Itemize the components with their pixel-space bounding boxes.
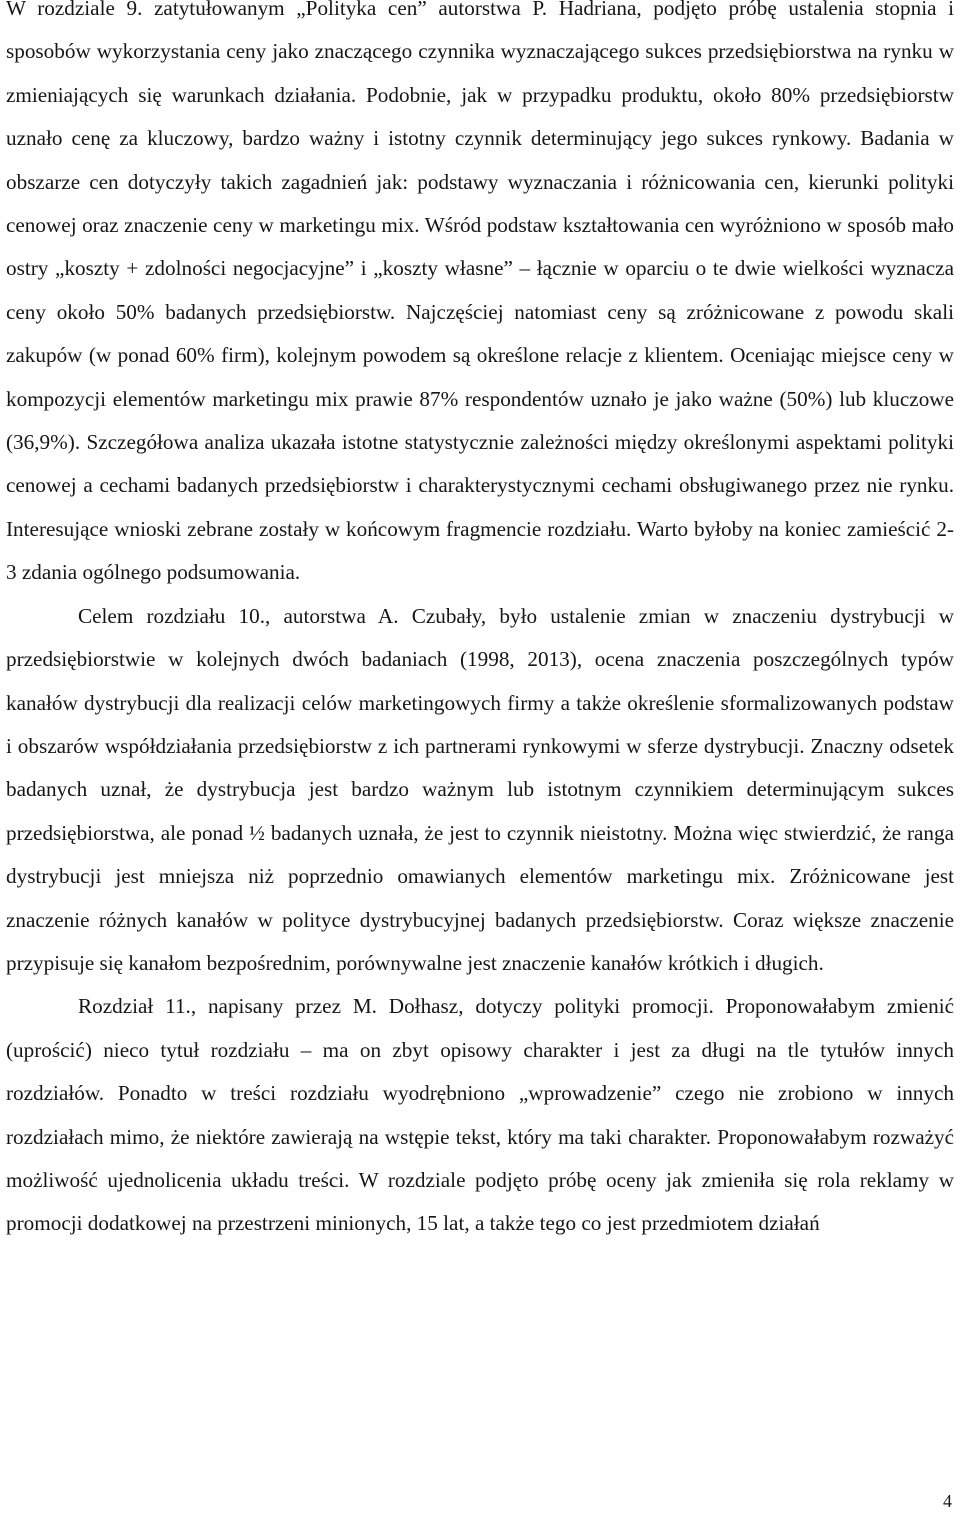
paragraph-chapter-9: W rozdziale 9. zatytułowanym „Polityka cen” autorstwa P. Hadriana, podjęto próbę ustalenia stopnia i sposobów wykorzystania ceny jako znaczącego czynnika wyznaczającego sukces przedsiębiorstwa na rynku w zmieniających się warunkach działania. Podobnie, jak w przypadku produktu, około 80% przedsiębiorstw uznało cenę za kluczowy, bardzo ważny i istotny czynnik determinujący jego sukces rynkowy. Badania w obszarze cen dotyczyły takich zagadnień jak: podstawy wyznaczania i różnicowania cen, kierunki polityki cenowej oraz znaczenie ceny w marketingu mix. Wśród podstaw kształtowania cen wyróżniono w sposób mało ostry „koszty + zdolności negocjacyjne” i „koszty własne” – łącznie w oparciu o te dwie wielkości wyznacza ceny około 50% badanych przedsiębiorstw. Najczęściej natomiast ceny są zróżnicowane z powodu skali zakupów (w ponad 60% firm), kolejnym powodem są określone relacje z klientem. Oceniając miejsce ceny w kompozycji elementów marketingu mix prawie 87% respondentów uznało je jako ważne (50%) lub kluczowe (36,9%). Szczegółowa analiza ukazała istotne statystycznie zależności między określonymi aspektami polityki cenowej a cechami badanych przedsiębiorstw i charakterystycznymi cechami obsługiwanego przez nie rynku. Interesujące wnioski zebrane zostały w końcowym fragmencie rozdziału. Warto byłoby na koniec zamieścić 2-3 zdania ogólnego podsumowania. [6, 0, 954, 585]
paragraph-chapter-11: Rozdział 11., napisany przez M. Dołhasz, dotyczy polityki promocji. Proponowałabym zmienić (uprościć) nieco tytuł rozdziału – ma on zbyt opisowy charakter i jest za długi na tle tytułów innych rozdziałów. Ponadto w treści rozdziału wyodrębniono „wprowadzenie” czego nie zrobiono w innych rozdziałach mimo, że niektóre zawierają na wstępie tekst, który ma taki charakter. Proponowałabym rozważyć możliwość ujednolicenia układu treści. W rozdziale podjęto próbę oceny jak zmieniła się rola reklamy w promocji dodatkowej na przestrzeni minionych, 15 lat, a także tego co jest przedmiotem działań [6, 994, 954, 1236]
page-number: 4 [943, 1491, 952, 1511]
document-page [6, 0, 954, 1246]
paragraph-chapter-10: Celem rozdziału 10., autorstwa A. Czubały, było ustalenie zmian w znaczeniu dystrybucji w przedsiębiorstwie w kolejnych dwóch badaniach (1998, 2013), ocena znaczenia poszczególnych typów kanałów dystrybucji dla realizacji celów marketingowych firmy a także określenie sformalizowanych podstaw i obszarów współdziałania przedsiębiorstw z ich partnerami rynkowymi w sferze dystrybucji. Znaczny odsetek badanych uznał, że dystrybucja jest bardzo ważnym lub istotnym czynnikiem determinującym sukces przedsiębiorstwa, ale ponad ½ badanych uznała, że jest to czynnik nieistotny. Można więc stwierdzić, że ranga dystrybucji jest mniejsza niż poprzednio omawianych elementów marketingu mix. Zróżnicowane jest znaczenie różnych kanałów w polityce dystrybucyjnej badanych przedsiębiorstw. Coraz większe znaczenie przypisuje się kanałom bezpośrednim, porównywalne jest znaczenie kanałów krótkich i długich. [6, 603, 954, 975]
